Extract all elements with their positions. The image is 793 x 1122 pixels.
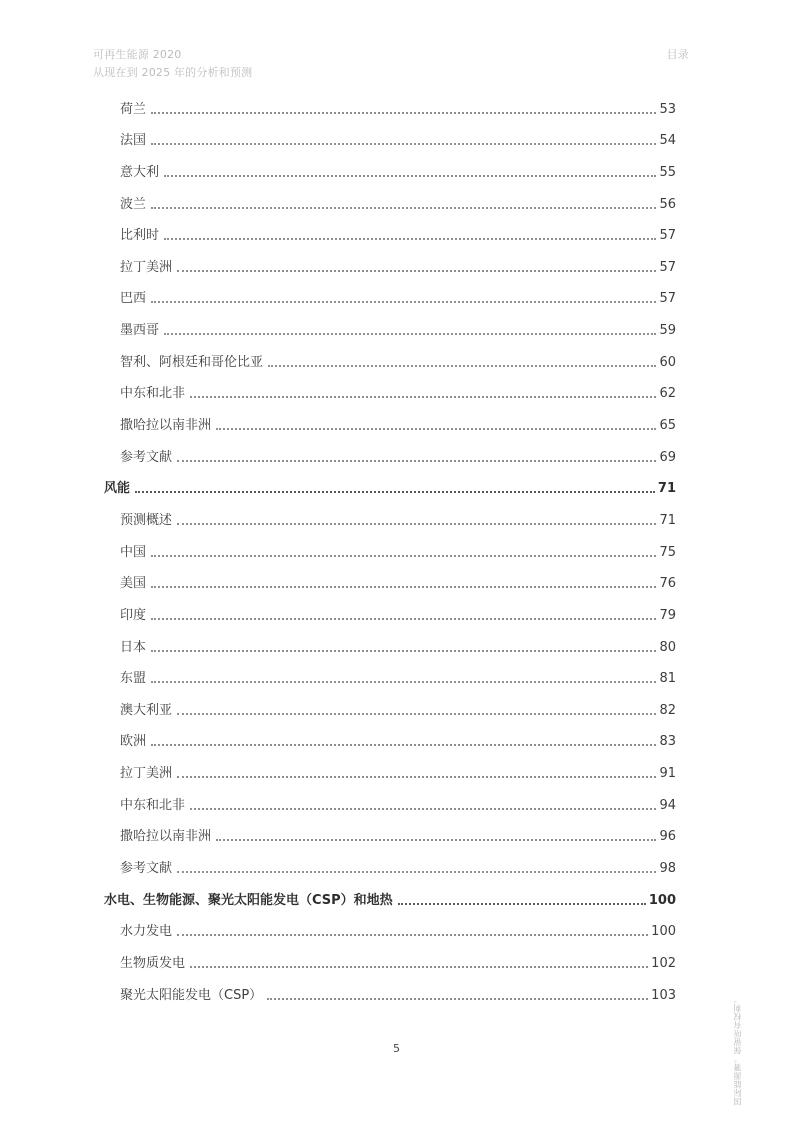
table-of-contents	[104, 93, 676, 1011]
toc-leader-dots	[177, 523, 656, 525]
toc-entry[interactable]	[104, 789, 676, 821]
toc-entry[interactable]	[104, 251, 676, 283]
toc-entry-label: 中东和北非	[120, 386, 186, 402]
toc-entry[interactable]	[104, 314, 676, 346]
toc-entry-label: 参考文献	[120, 861, 173, 877]
doc-title: 可再生能源 2020	[93, 48, 182, 61]
toc-leader-dots	[398, 903, 646, 905]
toc-entry-label: 意大利	[120, 164, 160, 180]
toc-entry[interactable]	[104, 188, 676, 220]
toc-entry-label: 水力发电	[120, 924, 173, 940]
toc-entry-page: 100	[651, 924, 676, 940]
toc-entry-page: 80	[659, 639, 676, 655]
toc-leader-dots	[190, 808, 656, 810]
toc-entry[interactable]	[104, 156, 676, 188]
toc-entry-page: 94	[659, 797, 676, 813]
toc-entry-page: 76	[659, 576, 676, 592]
toc-leader-dots	[177, 871, 656, 873]
toc-leader-dots	[177, 270, 656, 272]
toc-leader-dots	[164, 333, 656, 335]
toc-entry[interactable]	[104, 599, 676, 631]
toc-entry-page: 55	[659, 164, 676, 180]
toc-entry[interactable]	[104, 884, 676, 916]
copyright-side-note: 国际能源署。保留所有权利。	[733, 995, 742, 1106]
page-number: 5	[393, 1042, 400, 1055]
toc-entry-label: 聚光太阳能发电（CSP）	[120, 987, 263, 1003]
toc-entry-page: 69	[659, 449, 676, 465]
toc-leader-dots	[268, 365, 656, 367]
toc-entry[interactable]	[104, 852, 676, 884]
toc-entry-label: 日本	[120, 639, 147, 655]
toc-entry-page: 82	[659, 702, 676, 718]
toc-entry[interactable]	[104, 536, 676, 568]
toc-entry-label: 拉丁美洲	[120, 259, 173, 275]
toc-entry-label: 拉丁美洲	[120, 766, 173, 782]
toc-leader-dots	[151, 586, 656, 588]
toc-entry-label: 撒哈拉以南非洲	[120, 418, 212, 434]
toc-leader-dots	[151, 681, 656, 683]
toc-entry[interactable]	[104, 916, 676, 948]
doc-subtitle: 从现在到 2025 年的分析和预测	[93, 66, 253, 79]
toc-entry-label: 撒哈拉以南非洲	[120, 829, 212, 845]
toc-entry-label: 比利时	[120, 228, 160, 244]
toc-entry-label: 巴西	[120, 291, 147, 307]
toc-leader-dots	[135, 491, 655, 493]
toc-leader-dots	[151, 555, 656, 557]
toc-leader-dots	[177, 934, 648, 936]
toc-entry-label: 印度	[120, 607, 147, 623]
toc-leader-dots	[190, 966, 648, 968]
toc-leader-dots	[151, 112, 656, 114]
toc-entry[interactable]	[104, 821, 676, 853]
toc-leader-dots	[151, 143, 656, 145]
toc-entry-page: 56	[659, 196, 676, 212]
toc-entry-label: 水电、生物能源、聚光太阳能发电（CSP）和地热	[104, 892, 393, 908]
toc-entry-page: 100	[648, 892, 676, 908]
toc-entry-page: 81	[659, 671, 676, 687]
toc-leader-dots	[216, 428, 656, 430]
toc-entry[interactable]	[104, 473, 676, 505]
toc-entry-label: 风能	[104, 481, 131, 497]
toc-entry-page: 91	[659, 766, 676, 782]
toc-entry-page: 59	[659, 323, 676, 339]
toc-entry[interactable]	[104, 346, 676, 378]
toc-entry-label: 澳大利亚	[120, 702, 173, 718]
toc-leader-dots	[177, 713, 656, 715]
toc-entry-page: 57	[659, 291, 676, 307]
toc-entry-label: 参考文献	[120, 449, 173, 465]
toc-entry-page: 71	[657, 481, 676, 497]
toc-entry[interactable]	[104, 663, 676, 695]
toc-entry[interactable]	[104, 220, 676, 252]
toc-entry-page: 57	[659, 228, 676, 244]
toc-entry[interactable]	[104, 979, 676, 1011]
toc-entry[interactable]	[104, 125, 676, 157]
toc-leader-dots	[267, 998, 648, 1000]
toc-entry[interactable]	[104, 504, 676, 536]
toc-entry[interactable]	[104, 378, 676, 410]
toc-entry[interactable]	[104, 93, 676, 125]
toc-leader-dots	[177, 460, 656, 462]
toc-leader-dots	[151, 618, 656, 620]
toc-entry-page: 65	[659, 418, 676, 434]
toc-entry[interactable]	[104, 947, 676, 979]
toc-entry-page: 53	[659, 101, 676, 117]
toc-entry-page: 96	[659, 829, 676, 845]
toc-entry-label: 欧洲	[120, 734, 147, 750]
toc-leader-dots	[164, 238, 656, 240]
toc-entry-label: 墨西哥	[120, 323, 160, 339]
toc-entry-page: 83	[659, 734, 676, 750]
toc-entry-page: 57	[659, 259, 676, 275]
toc-leader-dots	[151, 650, 656, 652]
toc-entry-page: 71	[659, 512, 676, 528]
toc-leader-dots	[216, 839, 656, 841]
toc-entry-label: 荷兰	[120, 101, 147, 117]
toc-entry-label: 美国	[120, 576, 147, 592]
toc-leader-dots	[190, 396, 656, 398]
toc-leader-dots	[164, 175, 656, 177]
page-header	[93, 48, 689, 80]
toc-entry[interactable]	[104, 409, 676, 441]
toc-entry-page: 75	[659, 544, 676, 560]
toc-entry-label: 法国	[120, 133, 147, 149]
toc-entry[interactable]	[104, 757, 676, 789]
toc-leader-dots	[151, 744, 656, 746]
toc-entry-page: 79	[659, 607, 676, 623]
toc-entry[interactable]	[104, 631, 676, 663]
toc-entry-page: 98	[659, 861, 676, 877]
toc-entry-page: 102	[651, 955, 676, 971]
toc-entry-page: 60	[659, 354, 676, 370]
toc-entry-label: 智利、阿根廷和哥伦比亚	[120, 354, 264, 370]
toc-entry-page: 103	[651, 987, 676, 1003]
header-section-label: 目录	[666, 48, 689, 61]
toc-entry[interactable]	[104, 568, 676, 600]
header-left	[93, 48, 252, 80]
toc-entry-label: 中国	[120, 544, 147, 560]
toc-entry-label: 波兰	[120, 196, 147, 212]
toc-entry[interactable]	[104, 441, 676, 473]
toc-leader-dots	[151, 207, 656, 209]
toc-leader-dots	[177, 776, 656, 778]
toc-entry-label: 中东和北非	[120, 797, 186, 813]
toc-entry[interactable]	[104, 283, 676, 315]
toc-entry-label: 东盟	[120, 671, 147, 687]
toc-entry[interactable]	[104, 694, 676, 726]
toc-entry-label: 生物质发电	[120, 955, 186, 971]
toc-entry-page: 54	[659, 133, 676, 149]
toc-leader-dots	[151, 301, 656, 303]
toc-entry-label: 预测概述	[120, 512, 173, 528]
toc-entry-page: 62	[659, 386, 676, 402]
toc-entry[interactable]	[104, 726, 676, 758]
